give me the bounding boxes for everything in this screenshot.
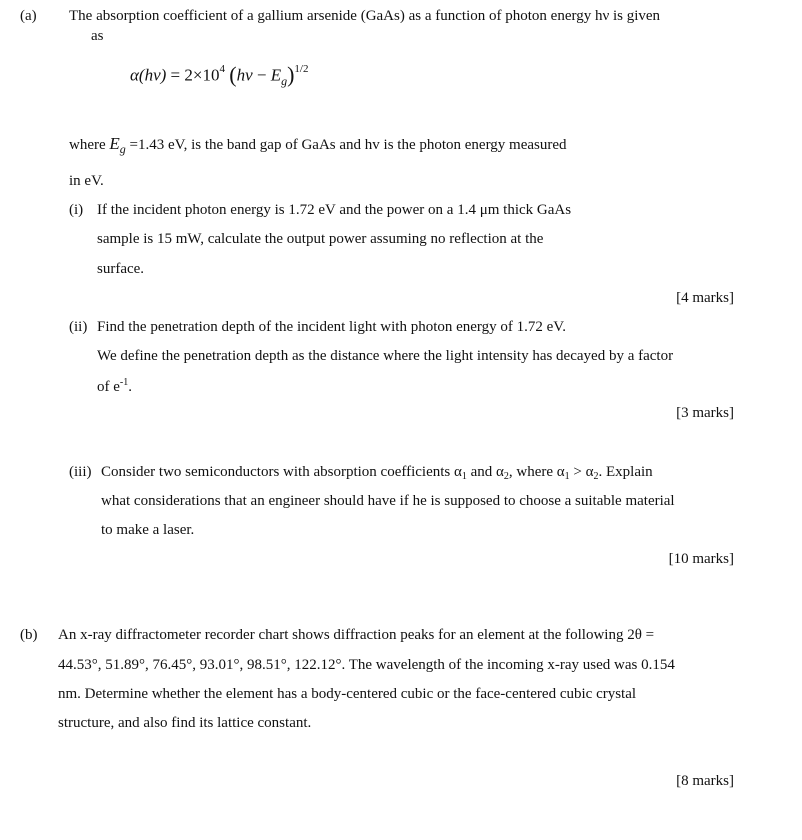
q3-line3: to make a laser. bbox=[101, 522, 195, 538]
where-g: g bbox=[119, 142, 126, 156]
absorption-equation bbox=[130, 58, 308, 94]
q1-line1: If the incident photon energy is 1.72 eV and the power on a 1.4 μm thick GaAs bbox=[97, 202, 572, 218]
part-b-line1: An x-ray diffractometer recorder chart shows diffraction peaks for an element at the following 2θ = bbox=[58, 627, 655, 643]
part-a-intro-line2: as bbox=[91, 28, 104, 44]
q3-marks: [10 marks] bbox=[668, 551, 734, 567]
q3-line1 bbox=[101, 464, 653, 482]
q2-line3-end: . bbox=[128, 379, 132, 395]
q1-line2: sample is 15 mW, calculate the output power assuming no reflection at the bbox=[97, 231, 544, 247]
part-b-line4: structure, and also find its lattice constant. bbox=[58, 715, 312, 731]
q2-marks: [3 marks] bbox=[676, 405, 734, 421]
q2-line3 bbox=[97, 377, 132, 396]
q2-line1: Find the penetration depth of the incident light with photon energy of 1.72 eV. bbox=[97, 319, 566, 335]
q3-sub4: 2 bbox=[593, 471, 599, 482]
part-b-line3: nm. Determine whether the element has a body-centered cubic or the face-centered cubic crystal bbox=[58, 686, 637, 702]
q3-line1-e: . Explain bbox=[598, 464, 653, 480]
equation-exponent: 4 bbox=[219, 63, 225, 75]
equation-minus: − bbox=[252, 65, 271, 85]
part-a-intro-line1: The absorption coefficient of a gallium arsenide (GaAs) as a function of photon energy hν is given bbox=[69, 8, 661, 24]
q3-sub2: 2 bbox=[503, 471, 509, 482]
q3-line2: what considerations that an engineer should have if he is supposed to choose a suitable material bbox=[101, 493, 675, 509]
equation-g: g bbox=[281, 74, 288, 89]
where-E: E bbox=[109, 134, 120, 153]
q3-sub1: 1 bbox=[461, 471, 467, 482]
where-prefix: where bbox=[69, 137, 110, 153]
equation-lhs: α(hν) bbox=[130, 65, 167, 85]
q3-line1-a: Consider two semiconductors with absorption coefficients α bbox=[101, 464, 462, 480]
q3-sub3: 1 bbox=[564, 471, 570, 482]
part-b-label: (b) bbox=[20, 627, 38, 643]
part-b-marks: [8 marks] bbox=[676, 773, 734, 789]
q3-label: (iii) bbox=[69, 464, 92, 480]
q3-line1-c: , where α bbox=[508, 464, 565, 480]
equation-power: 1/2 bbox=[294, 63, 309, 75]
in-ev-line: in eV. bbox=[69, 173, 104, 189]
equation-equals: = bbox=[170, 65, 181, 85]
q3-line1-d: > α bbox=[569, 464, 594, 480]
equation-hv: hν bbox=[236, 65, 253, 85]
q3-line1-b: and α bbox=[466, 464, 504, 480]
equation-coefficient: 2×10 bbox=[184, 65, 220, 85]
q2-line3-sup: -1 bbox=[119, 377, 129, 388]
part-a-label: (a) bbox=[20, 8, 37, 24]
q2-line2: We define the penetration depth as the distance where the light intensity has decayed by a factor bbox=[97, 348, 674, 364]
where-rest: =1.43 eV, is the band gap of GaAs and hv is the photon energy measured bbox=[125, 137, 567, 153]
equation-E: E bbox=[270, 65, 282, 85]
q1-label: (i) bbox=[69, 202, 84, 218]
q1-line3: surface. bbox=[97, 261, 145, 277]
part-b-line2: 44.53°, 51.89°, 76.45°, 93.01°, 98.51°, 122.12°. The wavelength of the incoming x-ray used was 0.154 bbox=[58, 657, 675, 673]
where-line bbox=[69, 134, 567, 157]
equation-open-paren: ( bbox=[229, 61, 237, 87]
equation-close-paren: ) bbox=[287, 61, 295, 87]
q2-label: (ii) bbox=[69, 319, 88, 335]
q1-marks: [4 marks] bbox=[676, 290, 734, 306]
q2-line3-text: of e bbox=[97, 379, 120, 395]
